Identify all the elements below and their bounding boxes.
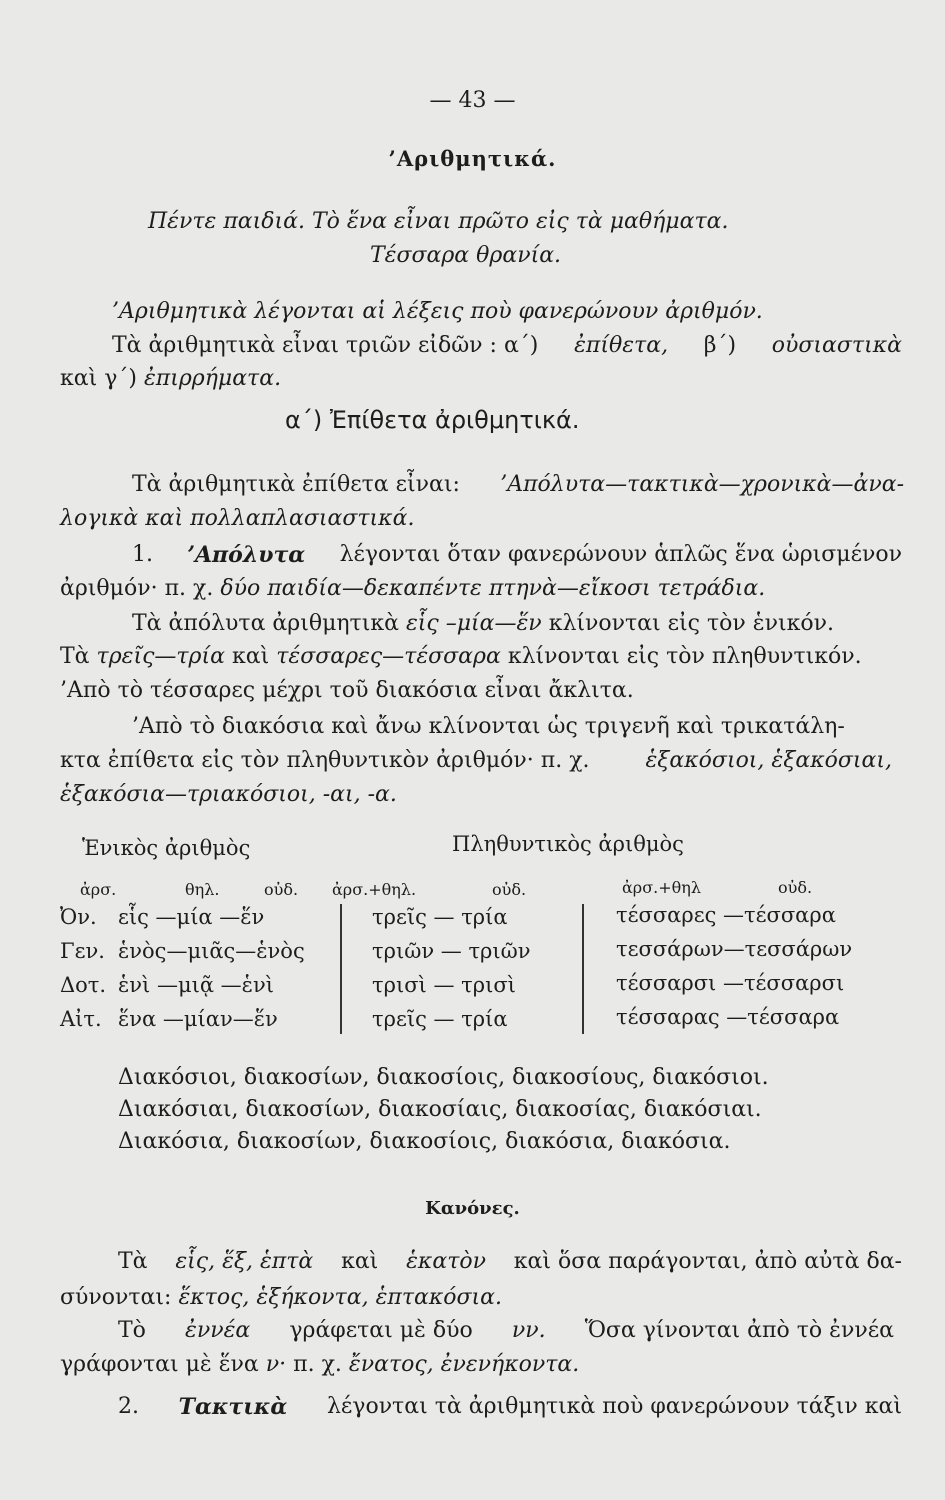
absolute-line-3 [132,609,834,639]
plural-title: Πληθυντικὸς ἀριθμὸς [452,832,684,856]
rule-text-3a: Τὸ [118,1318,146,1343]
definition-line: ’Αριθμητικὰ λέγονται αἱ λέξεις ποὺ φανερώνουν ἀριθμόν. [112,299,763,324]
rule-line-4 [60,1350,579,1380]
absolute-text-4d: τέσσαρες—τέσσαρα [276,644,501,669]
table-divider-1 [340,904,342,1034]
rule-text-3c: γράφεται μὲ δύο [289,1318,473,1343]
rule-text-1c: καὶ [341,1249,379,1274]
rule-text-2b: ἕκτος, ἑξήκοντα, ἑπτακόσια. [178,1285,503,1310]
absolute-text-4b: τρεῖς—τρία [96,644,225,669]
example-line-2: Τέσσαρα θρανία. [370,243,562,268]
plural-four-forms: τέσσαρας —τέσσαρα [616,1005,840,1029]
absolute-text-8a: ἑξακόσια—τριακόσιοι, [60,782,316,807]
pl4-header-mf: ἀρσ.+θηλ [622,878,701,897]
rule-text-4a: γράφονται μὲ ἕνα [60,1352,259,1377]
rule-text-3b: ἐννέα [185,1318,251,1343]
pl3-header-neut: οὐδ. [492,880,527,899]
absolute-line-1 [132,540,902,570]
absolute-line-8 [60,780,397,810]
kinds-text-a: Τὰ ἀριθμητικὰ εἶναι τριῶν εἰδῶν : α΄) [112,333,539,358]
declension-fem: Διακόσιαι, διακοσίων, διακοσίαις, διακοσίας, διακόσιαι. [118,1097,762,1122]
rule-text-4d: ἔνατος, ἐνενήκοντα. [348,1352,580,1377]
absolute-text-3c: κλίνονται εἰς τὸν ἑνικόν. [548,611,834,636]
declension-neut: Διακόσια, διακοσίων, διακοσίοις, διακόσια, διακόσια. [118,1129,731,1154]
plural-four-forms: τέσσαρσι —τέσσαρσι [616,971,845,995]
kinds-text-d: οὐσιαστικὰ [771,333,902,358]
absolute-text-3b: εἷς –μία—ἕν [405,611,542,636]
singular-forms: εἷς —μία —ἕν [118,905,265,929]
case-label: Αἰτ. [60,1007,102,1031]
page-number: — 43 — [429,88,516,113]
rule-text-4c: π. χ. [293,1352,342,1377]
kinds-line [112,331,902,361]
rule-text-5b: Τακτικὰ [178,1394,288,1420]
kinds-text-e: καὶ γ΄) [60,366,137,391]
adjectives-text-a: Τὰ ἀριθμητικὰ ἐπίθετα εἶναι: [132,472,460,497]
sg-header-fem: θηλ. [185,880,220,899]
kinds-text-b: ἐπίθετα, [574,333,669,358]
rule-text-1a: Τὰ [118,1249,148,1274]
table-divider-2 [582,904,584,1034]
rule-text-1d: ἑκατὸν [406,1249,486,1274]
absolute-text-4c: καὶ [231,644,270,669]
rule-text-3d: νν. [511,1318,546,1343]
rule-text-1b: εἷς, ἕξ, ἑπτὰ [175,1249,314,1274]
rule-line-2 [60,1283,502,1313]
plural-three-forms: τρεῖς — τρία [372,905,508,929]
absolute-num: 1. [132,542,153,567]
rule-line-5 [118,1392,902,1422]
kinds-line-2 [60,364,281,394]
rule-text-3e: Ὅσα γίνονται ἀπὸ τὸ ἐννέα [584,1318,894,1343]
case-label: Γεν. [60,939,105,963]
singular-forms: ἑνὶ —μιᾷ —ἑνὶ [118,973,274,997]
example-line-1: Πέντε παιδιά. Τὸ ἕνα εἶναι πρῶτο εἰς τὰ μαθήματα. [148,209,729,234]
absolute-line-6: ’Απὸ τὸ διακόσια καὶ ἄνω κλίνονται ὡς τριγενῆ καὶ τρικατάλη- [132,714,845,739]
adjectives-line-2: λογικὰ καὶ πολλαπλασιαστικά. [60,506,415,531]
pl4-header-neut: οὐδ. [778,878,813,897]
sg-header-masc: ἀρσ. [80,880,117,899]
adjectives-text-b: ’Απόλυτα—τακτικὰ—χρονικὰ—ἀνα- [500,472,904,497]
declension-masc: Διακόσιοι, διακοσίων, διακοσίοις, διακοσίους, διακόσιοι. [118,1065,769,1090]
absolute-text-2a: ἀριθμόν· π. χ. [60,576,214,601]
absolute-text-7a: κτα ἐπίθετα εἰς τὸν πληθυντικὸν ἀριθμόν· π. χ. [60,748,590,773]
absolute-text-3a: Τὰ ἀπόλυτα ἀριθμητικὰ [132,611,399,636]
plural-three-forms: τρισὶ — τρισὶ [372,973,516,997]
adjectives-line-1 [132,470,904,500]
rule-text-5c: λέγονται τὰ ἀριθμητικὰ ποὺ φανερώνουν τάξιν καὶ [326,1394,902,1419]
subheading: α΄) Ἐπίθετα ἀριθμητικά. [285,406,580,434]
rule-text-4b: ν· [265,1352,287,1377]
singular-forms: ἑνὸς—μιᾶς—ἑνὸς [118,939,305,963]
kinds-text-f: ἐπιρρήματα. [143,366,282,391]
pl3-header-mf: ἀρσ.+θηλ. [332,880,417,899]
singular-title: Ἑνικὸς ἀριθμὸς [82,836,251,860]
rule-text-1e: καὶ ὅσα παράγονται, ἀπὸ αὐτὰ δα- [513,1249,902,1274]
section-title: ’Αριθμητικά. [388,146,557,171]
absolute-text-2b: δύο παιδία—δεκαπέντε πτηνὰ—εἴκοσι τετράδια. [220,576,766,601]
sg-header-neut: οὐδ. [264,880,299,899]
kinds-text-c: β΄) [703,333,737,358]
rule-line-3 [118,1316,894,1346]
rule-text-2a: σύνονται: [60,1285,172,1310]
absolute-line-4 [60,642,862,672]
rule-line-1 [118,1247,902,1277]
plural-three-forms: τριῶν — τριῶν [372,939,531,963]
case-label: Δοτ. [60,973,107,997]
absolute-text-8b: -αι, -α. [322,782,397,807]
absolute-text-4e: κλίνονται εἰς τὸν πληθυντικόν. [507,644,862,669]
absolute-term: ’Απόλυτα [187,542,306,568]
absolute-text-1: λέγονται ὅταν φανερώνουν ἁπλῶς ἕνα ὡρισμένον [339,542,902,567]
absolute-text-7b: ἑξακόσιοι, ἑξακόσιαι, [645,748,892,773]
rules-title: Κανόνες. [425,1198,520,1219]
case-label: Ὀν. [60,905,97,929]
plural-three-forms: τρεῖς — τρία [372,1007,508,1031]
absolute-line-5: ’Απὸ τὸ τέσσαρες μέχρι τοῦ διακόσια εἶναι ἄκλιτα. [60,678,634,703]
plural-four-forms: τεσσάρων—τεσσάρων [616,937,853,961]
absolute-line-7 [60,746,892,776]
rule-text-5a: 2. [118,1394,139,1419]
plural-four-forms: τέσσαρες —τέσσαρα [616,903,836,927]
absolute-text-4a: Τὰ [60,644,90,669]
absolute-line-2 [60,574,765,604]
singular-forms: ἕνα —μίαν—ἕν [118,1007,278,1031]
